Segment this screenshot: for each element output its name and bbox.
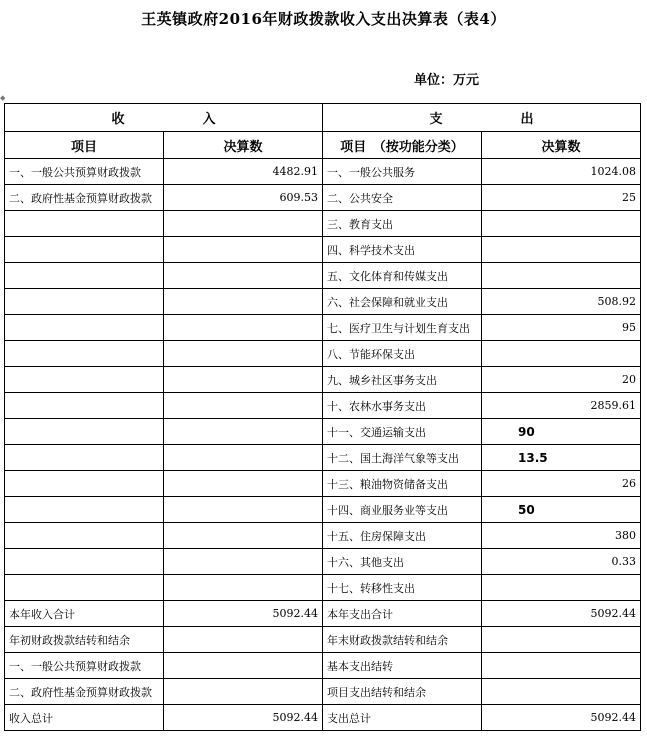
- income-amount-cell: [164, 445, 323, 471]
- expense-amount-cell: [482, 653, 641, 679]
- expense-item-cell: 三、教育支出: [323, 211, 482, 237]
- expense-item-cell: 十四、商业服务业等支出: [323, 497, 482, 523]
- expense-item-cell: 十二、国土海洋气象等支出: [323, 445, 482, 471]
- income-item-cell: [5, 445, 164, 471]
- table-row: [5, 705, 641, 731]
- expense-header: 支 出: [323, 104, 641, 132]
- expense-amount-cell: 5092.44: [482, 705, 641, 731]
- page-title: 王英镇政府2016年财政拨款收入支出决算表（表4）: [141, 10, 506, 28]
- income-amount-cell: [164, 393, 323, 419]
- expense-item-cell: 六、社会保障和就业支出: [323, 289, 482, 315]
- expense-amount-cell: 2859.61: [482, 393, 641, 419]
- income-amount-cell: [164, 627, 323, 653]
- income-amount-cell: 609.53: [164, 185, 323, 211]
- table-row: [5, 419, 641, 445]
- income-amount-header: 决算数: [164, 132, 323, 159]
- table-row: [5, 237, 641, 263]
- table-row: [5, 341, 641, 367]
- expense-amount-cell: 95: [482, 315, 641, 341]
- expense-amount-cell: 25: [482, 185, 641, 211]
- income-amount-cell: [164, 263, 323, 289]
- income-item-cell: 二、政府性基金预算财政拨款: [5, 679, 164, 705]
- income-item-cell: [5, 237, 164, 263]
- unit-label: 单位：万元: [414, 73, 480, 88]
- table-row: [5, 289, 641, 315]
- income-item-cell: [5, 263, 164, 289]
- expense-item-cell: 十、农林水事务支出: [323, 393, 482, 419]
- table-row: [5, 185, 641, 211]
- income-item-header: 项目: [5, 132, 164, 159]
- table-row: [5, 627, 641, 653]
- expense-item-cell: 二、公共安全: [323, 185, 482, 211]
- expense-amount-cell: [482, 627, 641, 653]
- table-row: [5, 653, 641, 679]
- income-item-cell: [5, 549, 164, 575]
- income-item-cell: [5, 289, 164, 315]
- income-item-cell: [5, 315, 164, 341]
- expense-amount-cell: 50: [482, 497, 641, 523]
- table-row: [5, 159, 641, 185]
- income-item-cell: 年初财政拨款结转和结余: [5, 627, 164, 653]
- income-item-cell: 本年收入合计: [5, 601, 164, 627]
- income-amount-cell: 5092.44: [164, 705, 323, 731]
- income-item-cell: [5, 497, 164, 523]
- income-item-cell: [5, 523, 164, 549]
- income-amount-cell: [164, 549, 323, 575]
- income-item-cell: [5, 367, 164, 393]
- expense-amount-cell: 90: [482, 419, 641, 445]
- income-item-cell: 一、一般公共预算财政拨款: [5, 159, 164, 185]
- budget-table: [4, 103, 641, 731]
- income-item-cell: [5, 341, 164, 367]
- expense-item-cell: 八、节能环保支出: [323, 341, 482, 367]
- expense-item-cell: 本年支出合计: [323, 601, 482, 627]
- income-amount-cell: [164, 419, 323, 445]
- expense-item-cell: 支出总计: [323, 705, 482, 731]
- expense-amount-cell: 380: [482, 523, 641, 549]
- income-item-cell: 收入总计: [5, 705, 164, 731]
- expense-amount-cell: [482, 341, 641, 367]
- expense-item-cell: 十七、转移性支出: [323, 575, 482, 601]
- expense-item-cell: 十六、其他支出: [323, 549, 482, 575]
- expense-item-header: 项目 （按功能分类）: [323, 132, 482, 159]
- income-item-cell: 二、政府性基金预算财政拨款: [5, 185, 164, 211]
- expense-item-cell: 项目支出结转和结余: [323, 679, 482, 705]
- income-amount-cell: [164, 679, 323, 705]
- income-amount-cell: [164, 341, 323, 367]
- income-item-cell: 一、一般公共预算财政拨款: [5, 653, 164, 679]
- expense-amount-cell: 5092.44: [482, 601, 641, 627]
- expense-item-cell: 四、科学技术支出: [323, 237, 482, 263]
- expense-item-cell: 一、一般公共服务: [323, 159, 482, 185]
- table-row: [5, 445, 641, 471]
- expense-amount-cell: [482, 263, 641, 289]
- income-amount-cell: [164, 315, 323, 341]
- expense-item-cell: 七、医疗卫生与计划生育支出: [323, 315, 482, 341]
- table-row: [5, 497, 641, 523]
- expense-amount-cell: 0.33: [482, 549, 641, 575]
- expense-item-cell: 十一、交通运输支出: [323, 419, 482, 445]
- income-amount-cell: [164, 653, 323, 679]
- income-amount-cell: [164, 237, 323, 263]
- expense-item-cell: 九、城乡社区事务支出: [323, 367, 482, 393]
- table-row: [5, 393, 641, 419]
- expense-amount-cell: [482, 679, 641, 705]
- expense-amount-cell: 1024.08: [482, 159, 641, 185]
- expense-amount-cell: [482, 575, 641, 601]
- expense-item-cell: 基本支出结转: [323, 653, 482, 679]
- table-row: [5, 471, 641, 497]
- column-header-row: [5, 132, 641, 159]
- expense-amount-cell: 20: [482, 367, 641, 393]
- income-item-cell: [5, 419, 164, 445]
- income-amount-cell: [164, 471, 323, 497]
- income-item-cell: [5, 575, 164, 601]
- income-amount-cell: [164, 211, 323, 237]
- expense-item-cell: 十五、住房保障支出: [323, 523, 482, 549]
- row-marker-icon: ◆: [0, 94, 6, 102]
- income-amount-cell: 5092.44: [164, 601, 323, 627]
- income-item-cell: [5, 471, 164, 497]
- income-amount-cell: [164, 289, 323, 315]
- income-amount-cell: [164, 575, 323, 601]
- income-amount-cell: 4482.91: [164, 159, 323, 185]
- table-row: [5, 549, 641, 575]
- income-amount-cell: [164, 523, 323, 549]
- expense-item-cell: 年末财政拨款结转和结余: [323, 627, 482, 653]
- income-item-cell: [5, 393, 164, 419]
- table-row: [5, 367, 641, 393]
- income-amount-cell: [164, 367, 323, 393]
- table-row: [5, 523, 641, 549]
- section-header-row: [5, 104, 641, 132]
- table-row: [5, 315, 641, 341]
- income-amount-cell: [164, 497, 323, 523]
- expense-item-cell: 五、文化体育和传媒支出: [323, 263, 482, 289]
- expense-amount-header: 决算数: [482, 132, 641, 159]
- income-header: 收 入: [5, 104, 323, 132]
- table-row: [5, 211, 641, 237]
- expense-amount-cell: [482, 237, 641, 263]
- expense-amount-cell: 13.5: [482, 445, 641, 471]
- expense-amount-cell: [482, 211, 641, 237]
- income-item-cell: [5, 211, 164, 237]
- table-row: [5, 263, 641, 289]
- table-row: [5, 575, 641, 601]
- table-row: [5, 601, 641, 627]
- expense-item-cell: 十三、粮油物资储备支出: [323, 471, 482, 497]
- expense-amount-cell: 26: [482, 471, 641, 497]
- table-row: [5, 679, 641, 705]
- expense-amount-cell: 508.92: [482, 289, 641, 315]
